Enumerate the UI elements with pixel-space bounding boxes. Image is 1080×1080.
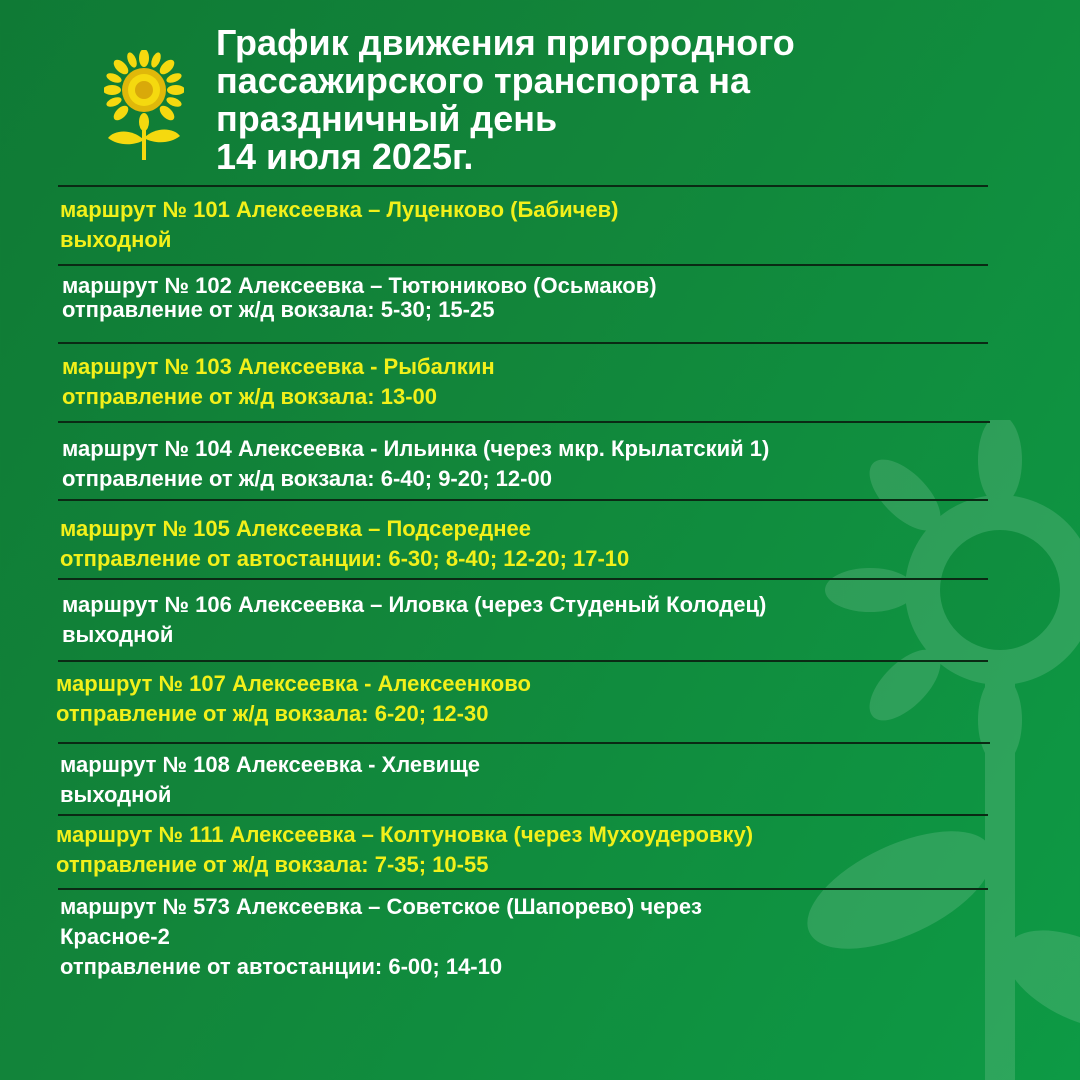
route-item: [56, 820, 753, 880]
route-item: [62, 590, 766, 650]
route-title: маршрут № 106 Алексеевка – Иловка (через Студеный Колодец): [62, 592, 767, 617]
divider: [58, 814, 988, 816]
route-title: маршрут № 104 Алексеевка - Ильинка (через мкр. Крылатский 1): [62, 436, 770, 461]
route-title: маршрут № 103 Алексеевка - Рыбалкин: [62, 354, 495, 379]
route-schedule-text: отправление от ж/д вокзала: 6-40; 9-20; 12-00: [62, 466, 552, 491]
route-schedule-text: отправление от автостанции: 6-30; 8-40; 12-20; 17-10: [60, 546, 630, 571]
route-item: [60, 514, 629, 574]
title-line: праздничный день: [216, 98, 558, 139]
divider: [58, 660, 988, 662]
divider: [58, 264, 988, 266]
route-item: [60, 195, 618, 255]
route-schedule-text: отправление от ж/д вокзала: 13-00: [62, 384, 437, 409]
divider: [58, 499, 988, 501]
route-schedule-text: отправление от ж/д вокзала: 7-35; 10-55: [56, 852, 489, 877]
route-title: маршрут № 573 Алексеевка – Советское (Шапорево) через: [60, 894, 702, 919]
route-item: [62, 274, 657, 322]
route-schedule-text: отправление от ж/д вокзала: 5-30; 15-25: [62, 297, 495, 322]
route-schedule-text: выходной: [62, 622, 174, 647]
title-line: 14 июля 2025г.: [216, 136, 474, 177]
route-item: [62, 434, 769, 494]
title-line: пассажирского транспорта на: [216, 60, 751, 101]
divider: [58, 578, 988, 580]
divider: [58, 342, 988, 344]
route-title: маршрут № 111 Алексеевка – Колтуновка (через Мухоудеровку): [56, 822, 754, 847]
route-title: маршрут № 107 Алексеевка - Алексеенково: [56, 671, 531, 696]
route-item: [62, 352, 495, 412]
route-title: маршрут № 102 Алексеевка – Тютюниково (Осьмаков): [62, 273, 657, 298]
divider: [58, 185, 988, 187]
route-schedule-text: отправление от автостанции: 6-00; 14-10: [60, 954, 503, 979]
divider: [58, 421, 990, 423]
route-item: [60, 892, 702, 982]
route-schedule-text: Красное-2: [60, 924, 170, 949]
route-schedule-text: выходной: [60, 782, 172, 807]
route-title: маршрут № 105 Алексеевка – Подсереднее: [60, 516, 531, 541]
divider: [58, 742, 990, 744]
route-schedule-text: отправление от ж/д вокзала: 6-20; 12-30: [56, 701, 489, 726]
route-item: [56, 669, 531, 729]
route-schedule-text: выходной: [60, 227, 172, 252]
title-line: График движения пригородного: [216, 22, 795, 63]
route-title: маршрут № 101 Алексеевка – Луценково (Бабичев): [60, 197, 619, 222]
route-item: [60, 750, 480, 810]
route-title: маршрут № 108 Алексеевка - Хлевище: [60, 752, 480, 777]
divider: [58, 888, 988, 890]
